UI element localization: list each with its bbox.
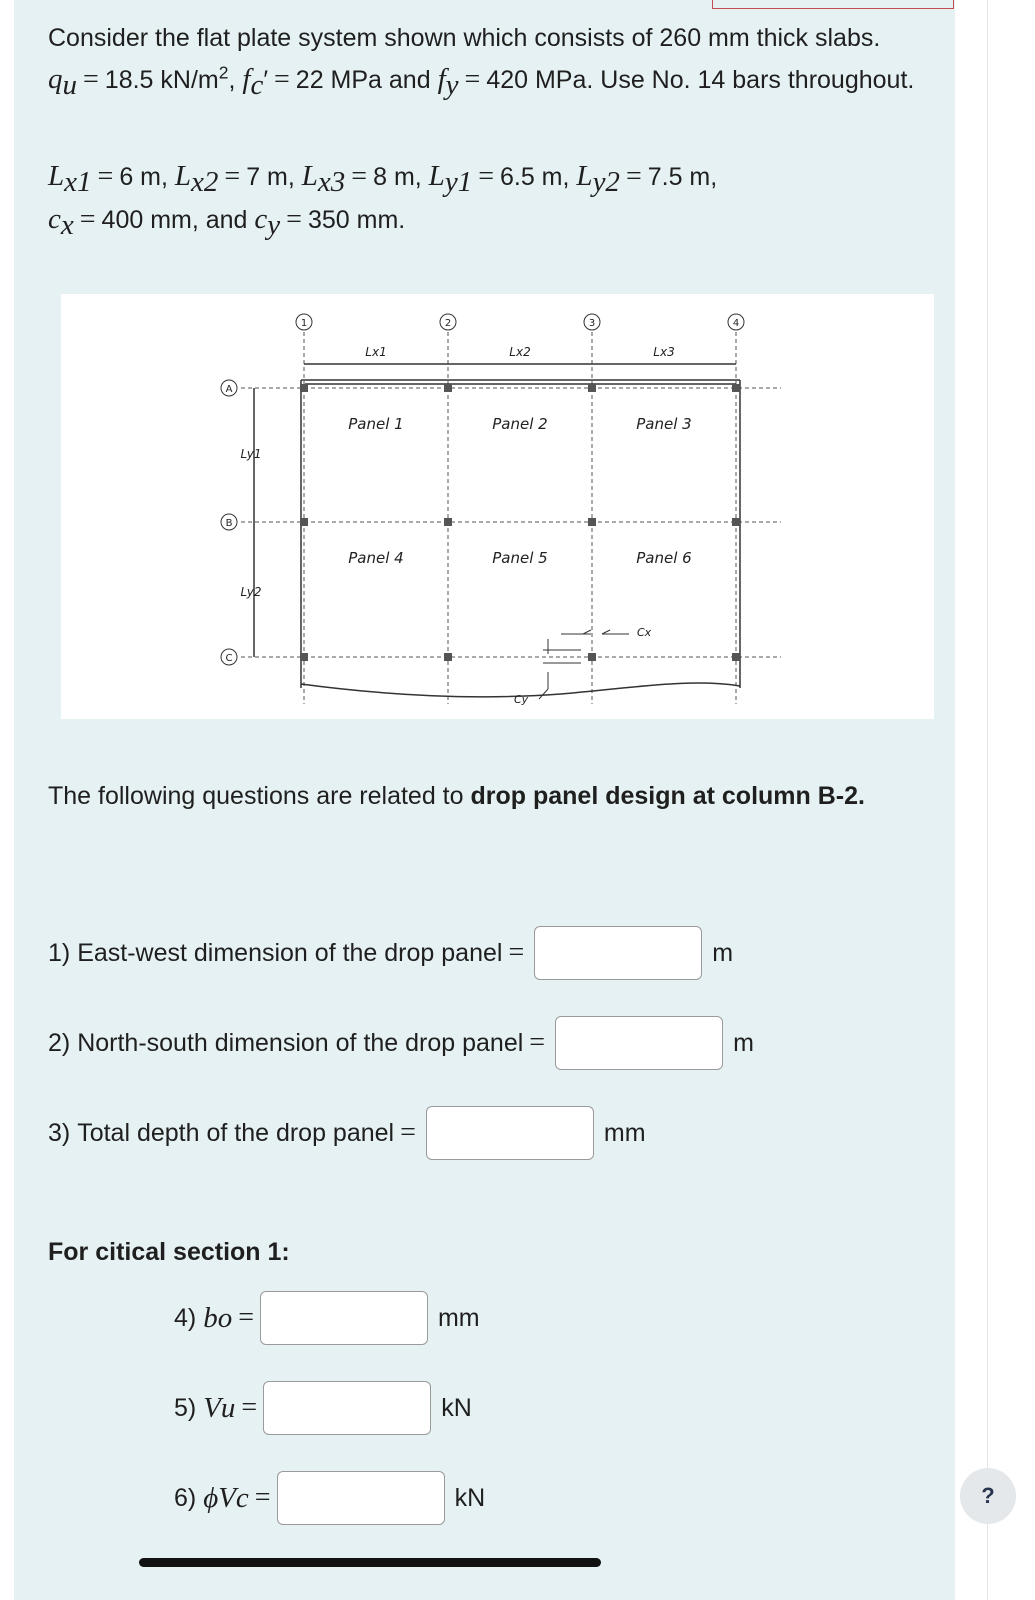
answer-input-6[interactable] (277, 1471, 445, 1525)
home-indicator (139, 1558, 601, 1567)
question-4: 4) b o = mm (174, 1290, 480, 1346)
problem-statement: Consider the flat plate system shown which consists of 260 mm thick slabs. $q_u = 18.5$ $kN/m^2$, $f_c' = 22$ MPa and $f_y = 420$ MPa. Use No. 14 bars throughout. (48, 24, 915, 101)
panel-label-3: Panel 3 (636, 415, 692, 433)
panel-label-1: Panel 1 (348, 415, 404, 433)
answer-input-1[interactable] (534, 926, 702, 980)
span-label-lx3: Lx3 (653, 345, 675, 359)
answer-input-2[interactable] (555, 1016, 723, 1070)
top-tab (712, 0, 954, 9)
right-strip (955, 0, 1035, 1600)
row-label-B: B (225, 518, 233, 529)
column-label-3: 3 (588, 318, 596, 329)
question-5: 5) V u = kN (174, 1380, 472, 1436)
cy-label: Cy (514, 693, 529, 706)
answer-input-5[interactable] (263, 1381, 431, 1435)
panel-label-5: Panel 5 (492, 549, 548, 567)
panel-label-4: Panel 4 (348, 549, 404, 567)
critical-section-title: For citical section 1: (48, 1238, 290, 1266)
floor-plan-figure (61, 294, 934, 719)
question-1: 1) East-west dimension of the drop panel = m (48, 925, 733, 981)
given-values: $L_{x1} = 6$ m, $L_{x2} = 7$ m, $L_{x3} = 8$ m, $L_{y1} = 6.5$ m, $L_{y2} = 7.5$ m, $c_x = 400$ mm, and $c_y = 350$ mm. (48, 160, 718, 241)
span-label-ly2: Ly2 (240, 585, 262, 599)
question-6: 6) ϕV c = kN (174, 1470, 485, 1526)
panel-label-6: Panel 6 (636, 549, 692, 567)
column-label-1: 1 (300, 318, 308, 329)
column-label-2: 2 (444, 318, 452, 329)
question-2: 2) North-south dimension of the drop panel = m (48, 1015, 754, 1071)
row-label-A: A (225, 384, 233, 395)
panel-label-2: Panel 2 (492, 415, 548, 433)
answer-input-4[interactable] (260, 1291, 428, 1345)
row-label-C: C (225, 653, 233, 664)
question-3: 3) Total depth of the drop panel = mm (48, 1105, 646, 1161)
span-label-lx2: Lx2 (509, 345, 531, 359)
span-label-lx1: Lx1 (365, 345, 387, 359)
span-label-ly1: Ly1 (240, 447, 262, 461)
cx-label: Cx (637, 626, 652, 639)
section-intro: The following questions are related to drop panel design at column B-2. (48, 782, 865, 810)
answer-input-3[interactable] (426, 1106, 594, 1160)
column-label-4: 4 (732, 318, 740, 329)
help-button[interactable]: ? (960, 1468, 1016, 1524)
